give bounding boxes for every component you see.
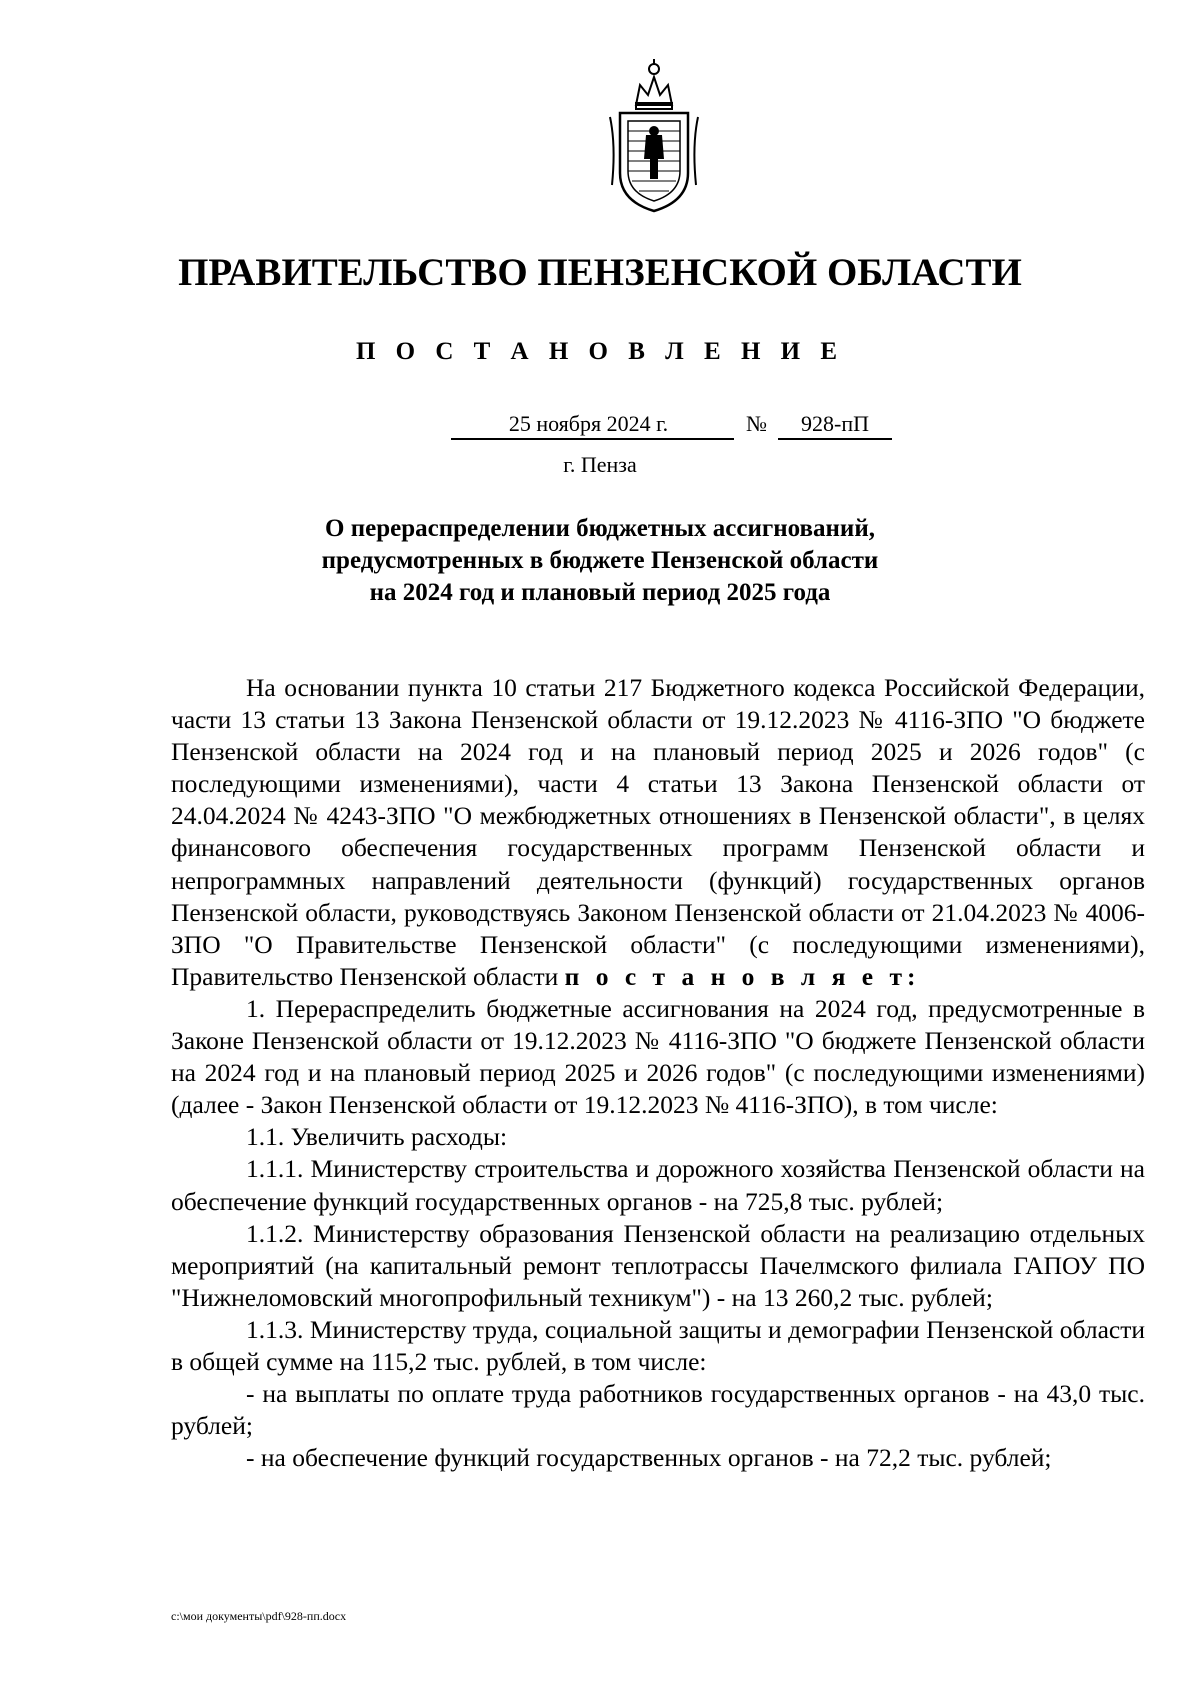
paragraph-1-1-3-b: - на обеспечение функций государственных органов - на 72,2 тыс. рублей;: [246, 1443, 1052, 1473]
resolves-word: п о с т а н о в л я е т:: [564, 961, 921, 991]
document-subject: [0, 513, 1200, 609]
paragraph-1-1-3: 1.1.3. Министерству труда, социальной защиты и демографии Пензенской области в общей сумме на 115,2 тыс. рублей, в том числе:: [171, 1314, 1145, 1376]
paragraph-1-1-3-a: - на выплаты по оплате труда работников государственных органов - на 43,0 тыс. рублей;: [171, 1379, 1145, 1441]
subject-line: О перераспределении бюджетных ассигнований,: [325, 515, 875, 542]
subject-line: на 2024 год и плановый период 2025 года: [369, 579, 831, 606]
document-number: 928-пП: [778, 410, 892, 440]
date-number-line: [0, 410, 1200, 446]
paragraph-1-1-2: 1.1.2. Министерству образования Пензенской области на реализацию отдельных мероприятий (на капитальный ремонт теплотрассы Пачелмского филиала ГАПОУ ПО "Нижнеломовский многопрофильный техникум") - на 13 260,2 тыс. рублей;: [171, 1218, 1145, 1312]
number-sign: №: [746, 411, 767, 436]
document-date: 25 ноября 2024 г.: [451, 410, 734, 440]
paragraph-1: 1. Перераспределить бюджетные ассигнования на 2024 год, предусмотренные в Законе Пензенской области от 19.12.2023 № 4116-ЗПО "О бюджете Пензенской области на 2024 год и на плановый период 2025 и 2026 годов" (с последующими изменениями) (далее - Закон Пензенской области от 19.12.2023 № 4116-ЗПО), в том числе:: [171, 993, 1145, 1120]
file-path-footer: c:\мои документы\pdf\928-пп.docx: [171, 1609, 347, 1623]
city: г. Пенза: [563, 452, 637, 477]
coat-of-arms-icon: [606, 55, 702, 215]
paragraph-1-1: 1.1. Увеличить расходы:: [246, 1122, 508, 1152]
document-type-heading: П О С Т А Н О В Л Е Н И Е: [355, 338, 845, 365]
preamble-paragraph: [171, 672, 1145, 993]
paragraph-1-1-1: 1.1.1. Министерству строительства и дорожного хозяйства Пензенской области на обеспечение функций государственных органов - на 725,8 тыс. рублей;: [171, 1154, 1145, 1216]
document-body: [171, 672, 1145, 1474]
subject-line: предусмотренных в бюджете Пензенской области: [321, 547, 879, 574]
preamble-text: На основании пункта 10 статьи 217 Бюджетного кодекса Российской Федерации, части 13 статьи 13 Закона Пензенской области от 19.12.2023 № 4116-ЗПО "О бюджете Пензенской области на 2024 год и на плановый период 2025 и 2026 годов" (с последующими изменениями), части 4 статьи 13 Закона Пензенской области от 24.04.2024 № 4243-ЗПО "О межбюджетных отношениях в Пензенской области", в целях финансового обеспечения государственных программ Пензенской области и непрограммных направлений деятельности (функций) государственных органов Пензенской области, руководствуясь Законом Пензенской области от 21.04.2023 № 4006-ЗПО "О Правительстве Пензенской области" (с последующими изменениями), Правительство Пензенской области: [171, 673, 1145, 991]
government-title: ПРАВИТЕЛЬСТВО ПЕНЗЕНСКОЙ ОБЛАСТИ: [178, 251, 1022, 294]
